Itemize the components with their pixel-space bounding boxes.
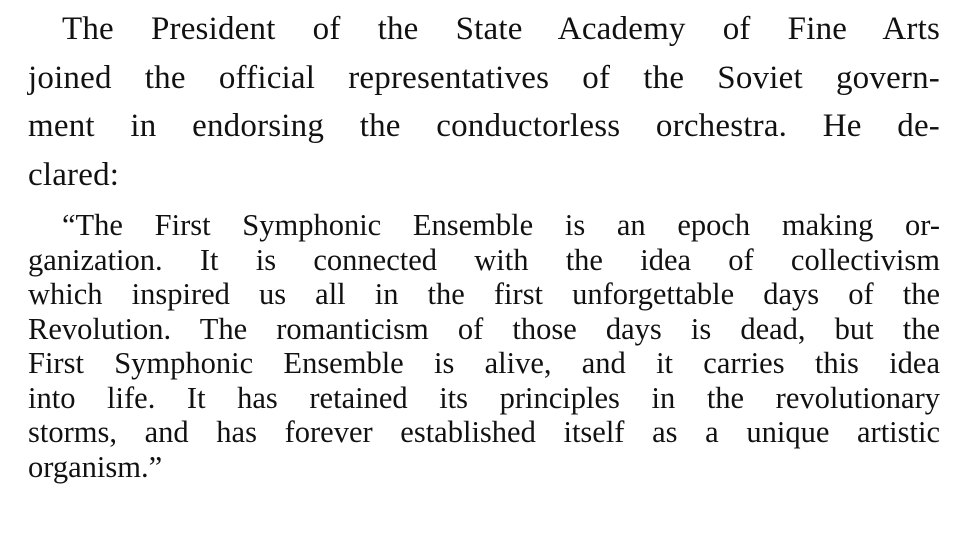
text-line: “The First Symphonic Ensemble is an epoch making or- [62, 208, 940, 242]
text-line: joined the official representatives of the Soviet govern- [28, 59, 940, 96]
quotation-paragraph [28, 208, 940, 484]
text-line: organism.” [28, 449, 163, 484]
text-line: storms, and has forever established itself as a unique artistic [28, 415, 940, 449]
text-line: ment in endorsing the conductorless orchestra. He de- [28, 108, 940, 144]
intro-paragraph [28, 5, 940, 199]
text-line: First Symphonic Ensemble is alive, and it carries this idea [28, 346, 940, 380]
text-line: The President of the State Academy of Fine Arts [62, 11, 940, 47]
text-line: which inspired us all in the first unforgettable days of the [28, 277, 940, 311]
text-line: Revolution. The romanticism of those days is dead, but the [28, 311, 940, 346]
text-line: ganization. It is connected with the idea of collectivism [28, 242, 940, 277]
text-line: into life. It has retained its principles in the revolutionary [28, 380, 940, 415]
text-line: clared: [28, 156, 120, 193]
